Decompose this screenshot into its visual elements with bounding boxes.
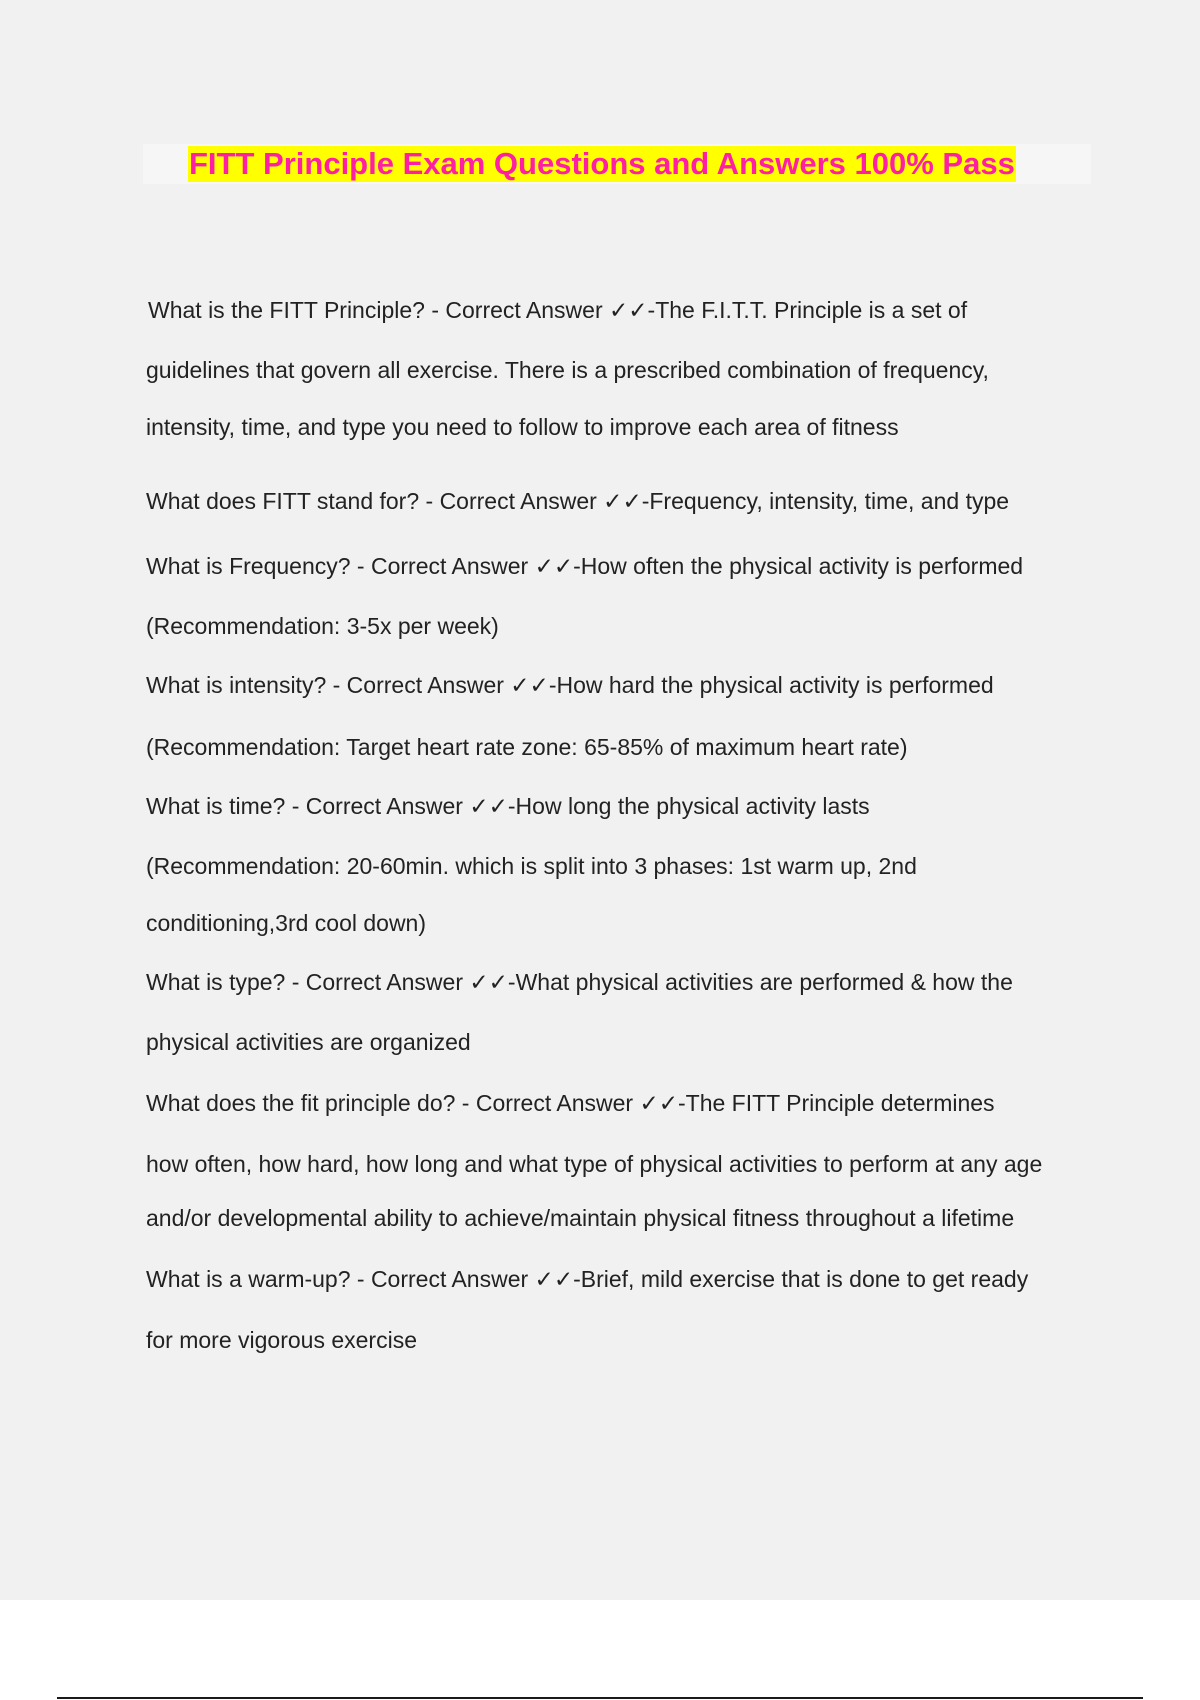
text-line: What does FITT stand for? - Correct Answer ✓✓-Frequency, intensity, time, and type: [146, 488, 1010, 514]
text-line: and/or developmental ability to achieve/maintain physical fitness throughout a lifetime: [146, 1205, 1015, 1231]
text-line: (Recommendation: 20-60min. which is split into 3 phases: 1st warm up, 2nd: [146, 853, 917, 879]
text-line: What is a warm-up? - Correct Answer ✓✓-Brief, mild exercise that is done to get ready: [146, 1266, 1029, 1292]
text-line: What is type? - Correct Answer ✓✓-What physical activities are performed & how the: [146, 969, 1013, 995]
text-line: physical activities are organized: [146, 1029, 471, 1055]
text-line: What is the FITT Principle? - Correct Answer ✓✓-The F.I.T.T. Principle is a set of: [148, 297, 968, 323]
text-line: intensity, time, and type you need to follow to improve each area of fitness: [146, 414, 899, 440]
text-line: What is time? - Correct Answer ✓✓-How long the physical activity lasts: [146, 793, 870, 819]
text-line: (Recommendation: Target heart rate zone: 65-85% of maximum heart rate): [146, 734, 908, 760]
footer-rule: [57, 1697, 1143, 1699]
document-title: FITT Principle Exam Questions and Answers 100% Pass: [189, 146, 1015, 181]
text-line: for more vigorous exercise: [146, 1327, 417, 1353]
text-line: conditioning,3rd cool down): [146, 910, 427, 936]
text-line: What is Frequency? - Correct Answer ✓✓-How often the physical activity is performed: [146, 553, 1024, 579]
text-line: What does the fit principle do? - Correct Answer ✓✓-The FITT Principle determines: [146, 1090, 995, 1116]
text-line: how often, how hard, how long and what type of physical activities to perform at any age: [146, 1151, 1043, 1177]
text-line: What is intensity? - Correct Answer ✓✓-How hard the physical activity is performed: [146, 672, 994, 698]
text-line: (Recommendation: 3-5x per week): [146, 613, 499, 639]
text-line: guidelines that govern all exercise. There is a prescribed combination of frequency,: [146, 357, 989, 383]
